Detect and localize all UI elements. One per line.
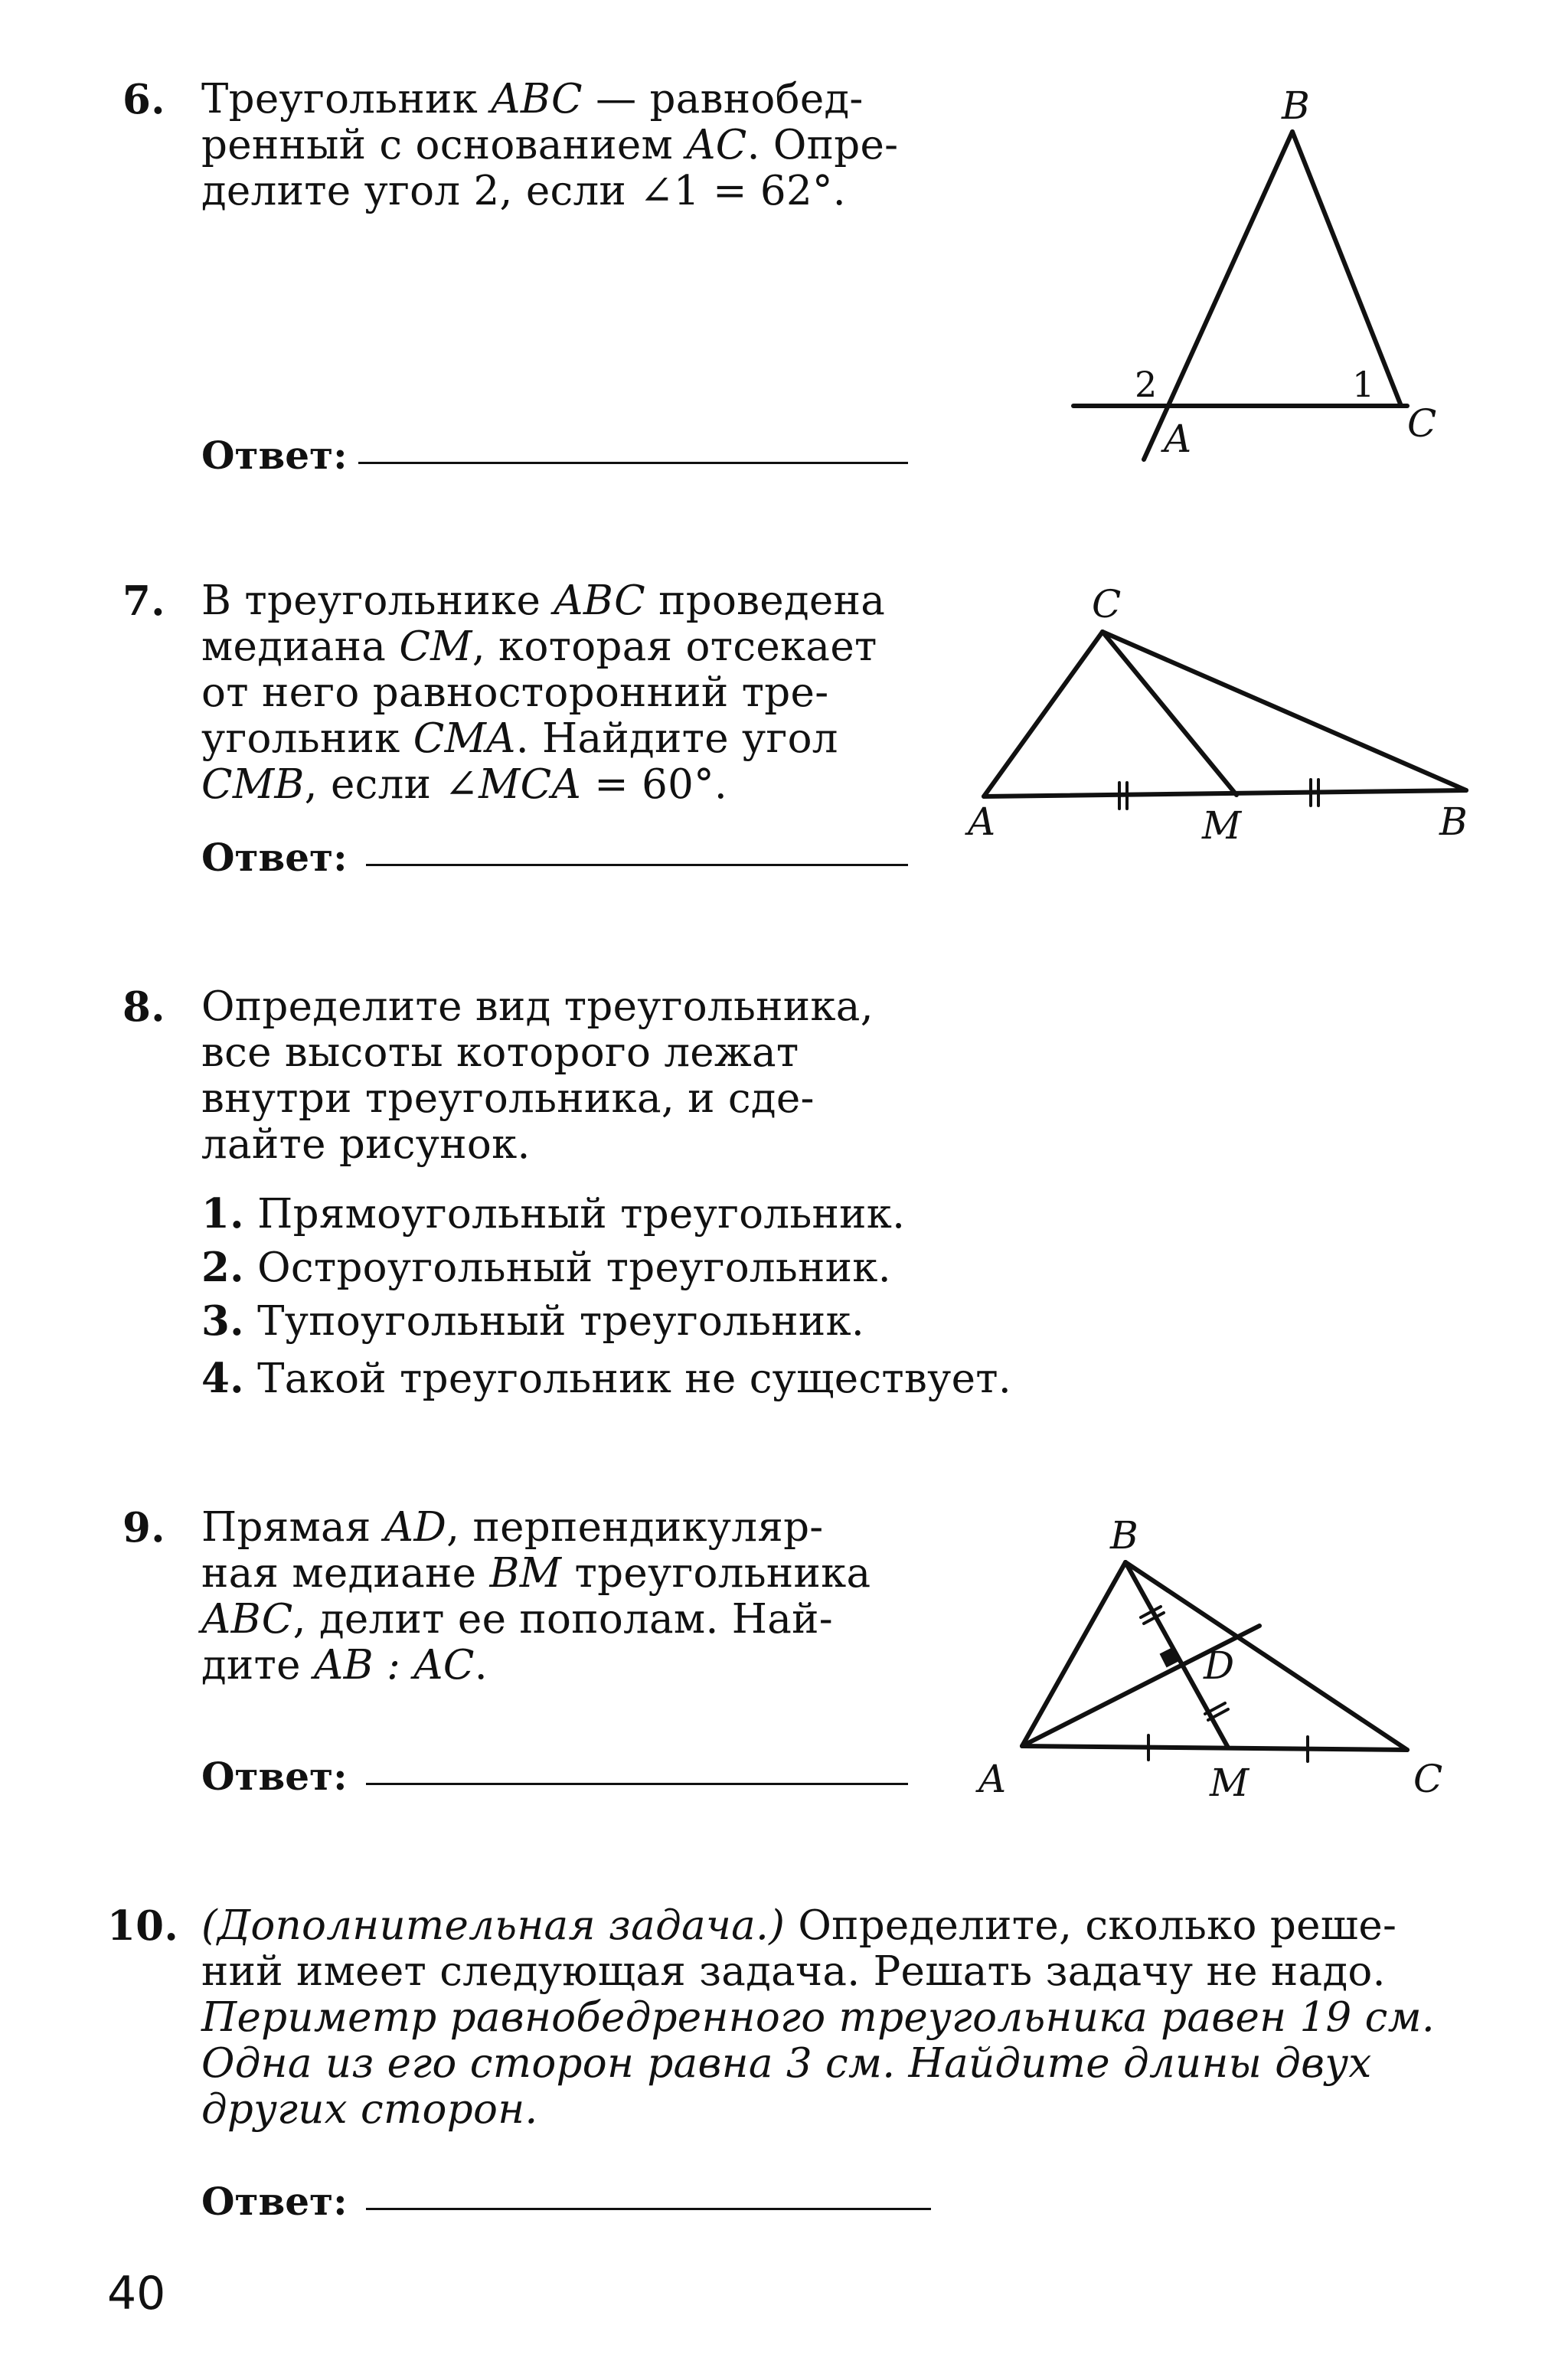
problem-7-text-line-3: от него равносторонний тре-	[201, 669, 829, 716]
problem-10-answer-label: Ответ:	[201, 2179, 348, 2224]
figure-9-label-M: M	[1210, 1761, 1250, 1805]
problem-6-answer-label: Ответ:	[201, 433, 348, 478]
problem-6-text-line-3: делите угол 2, если ∠1 = 62°.	[201, 168, 846, 214]
problem-10-text-line-5: других сторон.	[201, 2086, 538, 2133]
figure-7-label-M: M	[1202, 803, 1242, 848]
page-number: 40	[107, 2267, 166, 2320]
figure-7-label-B: B	[1439, 800, 1468, 844]
figure-9-label-D: D	[1204, 1643, 1235, 1688]
figure-6-triangle	[1073, 132, 1407, 459]
figure-7-label-C: C	[1092, 582, 1122, 626]
problem-8-text-line-3: внутри треугольника, и сде-	[201, 1075, 815, 1122]
problem-8-text-line-2: все высоты которого лежат	[201, 1029, 799, 1076]
figure-6-side-BA-extended	[1144, 132, 1292, 459]
figure-9-label-A: A	[978, 1757, 1007, 1801]
figure-9-tick-DM	[1205, 1703, 1228, 1720]
problem-8-number: 8.	[122, 983, 165, 1031]
problem-9-answer-label: Ответ:	[201, 1754, 348, 1799]
figure-7-median-CM	[1102, 632, 1236, 795]
problem-9-text-line-4: дите AB : AC.	[201, 1642, 488, 1689]
problem-8-option-2[interactable]: 2. Остроугольный треугольник.	[201, 1244, 891, 1291]
problem-7-answer-label: Ответ:	[201, 835, 348, 880]
figure-7-label-A: A	[968, 800, 996, 844]
problem-9-text-line-1: Прямая AD, перпендикуляр-	[201, 1504, 824, 1551]
figure-6-label-B: B	[1282, 83, 1310, 128]
problem-7-text-line-2: медиана CM, которая отсекает	[201, 623, 877, 670]
problem-9-number: 9.	[122, 1504, 165, 1552]
problem-7-text-line-1: В треугольнике ABC проведена	[201, 577, 886, 624]
problem-10-text-line-4: Одна из его сторон равна 3 см. Найдите длины двух	[201, 2040, 1372, 2087]
figure-9-label-B: B	[1110, 1513, 1138, 1558]
problem-8-option-1[interactable]: 1. Прямоугольный треугольник.	[201, 1190, 906, 1238]
problem-10-number: 10.	[107, 1902, 179, 1950]
problem-7-number: 7.	[122, 577, 165, 625]
problem-9-text-line-2: ная медиане BM треугольника	[201, 1550, 871, 1597]
problem-8-text-line-4: лайте рисунок.	[201, 1121, 531, 1168]
figure-7-side-AB	[984, 790, 1466, 796]
problem-6-text-line-2: ренный с основанием AC. Опре-	[201, 122, 899, 168]
problem-10-text-line-1: (Дополнительная задача.) Определите, сколько реше-	[201, 1902, 1397, 1949]
problem-10-text-line-2: ний имеет следующая задача. Решать задачу не надо.	[201, 1948, 1386, 1995]
figure-6-label-C: C	[1407, 401, 1437, 446]
problem-6-number: 6.	[122, 76, 165, 123]
problem-8-option-3[interactable]: 3. Тупоугольный треугольник.	[201, 1297, 865, 1345]
figure-6-label-angle-1: 1	[1352, 364, 1375, 405]
problem-7-text-line-4: угольник CMA. Найдите угол	[201, 715, 838, 762]
figure-6-label-angle-2: 2	[1135, 364, 1158, 405]
problem-10-text-line-3: Периметр равнобедренного треугольника равен 19 см.	[201, 1994, 1436, 2041]
figure-7-side-CB	[1102, 632, 1466, 790]
figure-9-side-AC	[1022, 1746, 1407, 1750]
figure-9-right-angle-mark	[1160, 1647, 1181, 1668]
figure-7-side-AC	[984, 632, 1102, 796]
problem-9-text-line-3: ABC, делит ее пополам. Най-	[201, 1596, 834, 1643]
figure-7-triangle	[984, 632, 1466, 809]
problem-8-option-4[interactable]: 4. Такой треугольник не существует.	[201, 1355, 1012, 1402]
figure-6-side-BC	[1292, 132, 1401, 406]
figure-9-label-C: C	[1413, 1757, 1443, 1801]
problem-8-text-line-1: Определите вид треугольника,	[201, 983, 874, 1030]
problem-6-text-line-1: Треугольник ABC — равнобед-	[201, 76, 864, 123]
figure-6-label-A: A	[1164, 417, 1192, 461]
problem-7-text-line-5: CMB, если ∠MCA = 60°.	[201, 761, 728, 808]
